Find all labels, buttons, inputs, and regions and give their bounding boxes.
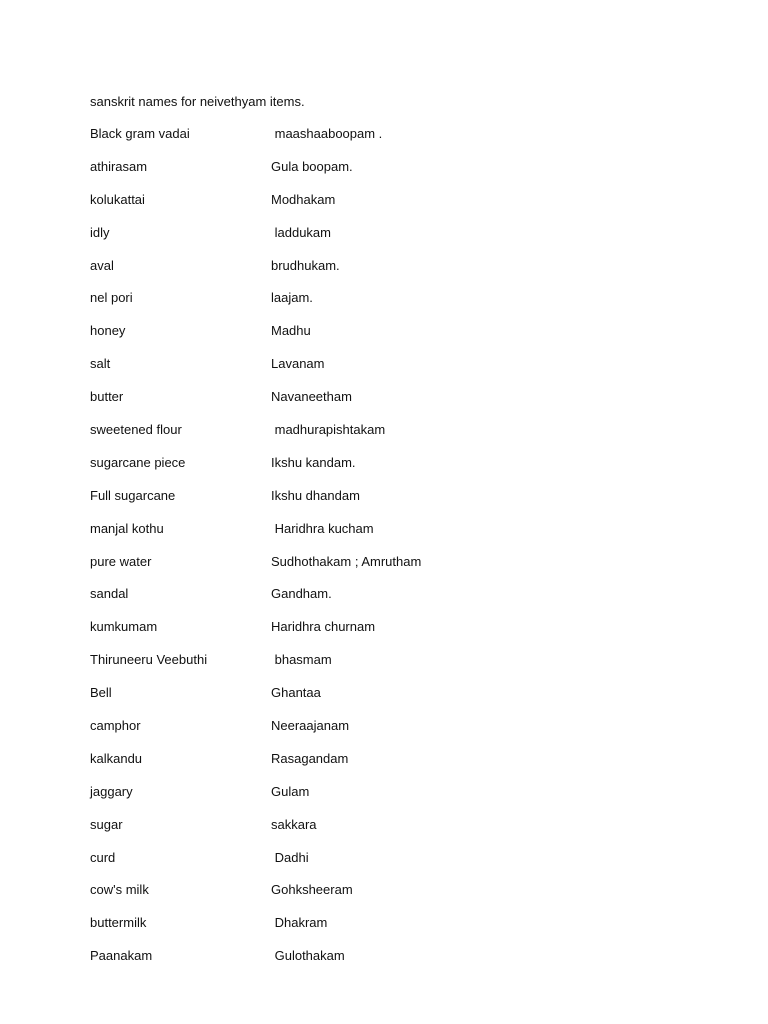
english-name: nel pori xyxy=(90,290,133,306)
list-item xyxy=(90,652,690,685)
sanskrit-name: Gohksheeram xyxy=(271,882,353,898)
english-name: Bell xyxy=(90,685,112,701)
list-item xyxy=(90,290,690,323)
sanskrit-name: Gula boopam. xyxy=(271,158,353,174)
list-item xyxy=(90,751,690,784)
sanskrit-name: madhurapishtakam xyxy=(271,422,386,438)
list-item xyxy=(90,817,690,850)
english-name: athirasam xyxy=(90,158,148,174)
sanskrit-name: Sudhothakam ; Amrutham xyxy=(271,553,422,569)
english-name: Full sugarcane xyxy=(90,487,176,503)
sanskrit-name: laajam. xyxy=(271,290,313,306)
english-name: sugar xyxy=(90,816,123,832)
list-item xyxy=(90,192,690,225)
sanskrit-name: Gandham. xyxy=(271,586,332,602)
list-item xyxy=(90,718,690,751)
english-name: camphor xyxy=(90,718,141,734)
sanskrit-name: Haridhra kucham xyxy=(271,520,374,536)
sanskrit-name: maashaaboopam . xyxy=(271,126,383,141)
list-item xyxy=(90,356,690,389)
sanskrit-name: sakkara xyxy=(271,816,317,832)
sanskrit-name: Lavanam xyxy=(271,356,325,372)
english-name: Thiruneeru Veebuthi xyxy=(90,652,208,668)
list-item xyxy=(90,159,690,192)
sanskrit-name: bhasmam xyxy=(271,652,332,668)
name-list xyxy=(90,126,690,981)
sanskrit-name: Gulothakam xyxy=(271,948,345,964)
sanskrit-name: Rasagandam xyxy=(271,750,349,766)
list-item xyxy=(90,948,690,981)
sanskrit-name: Ikshu dhandam xyxy=(271,487,360,503)
sanskrit-name: Ikshu kandam. xyxy=(271,454,356,470)
english-name: manjal kothu xyxy=(90,520,164,536)
sanskrit-name: Dadhi xyxy=(271,849,309,865)
english-name: aval xyxy=(90,257,114,273)
list-item xyxy=(90,619,690,652)
english-name: kumkumam xyxy=(90,619,158,635)
list-item xyxy=(90,554,690,587)
sanskrit-name: Neeraajanam xyxy=(271,718,350,734)
list-item xyxy=(90,422,690,455)
english-name: cow's milk xyxy=(90,882,149,898)
list-item xyxy=(90,882,690,915)
list-item xyxy=(90,389,690,422)
english-name: idly xyxy=(90,224,110,240)
list-item xyxy=(90,258,690,291)
sanskrit-name: Madhu xyxy=(271,323,311,339)
list-item xyxy=(90,586,690,619)
english-name: kolukattai xyxy=(90,191,145,207)
english-name: sweetened flour xyxy=(90,422,182,438)
sanskrit-name: Modhakam xyxy=(271,191,336,207)
list-item xyxy=(90,225,690,258)
list-item xyxy=(90,488,690,521)
english-name: honey xyxy=(90,323,126,339)
sanskrit-name: Gulam xyxy=(271,783,310,799)
english-name: curd xyxy=(90,849,116,865)
english-name: Paanakam xyxy=(90,948,153,964)
english-name: jaggary xyxy=(90,783,133,799)
list-item xyxy=(90,521,690,554)
sanskrit-name: Dhakram xyxy=(271,915,328,931)
english-name: Black gram vadai xyxy=(90,126,190,141)
sanskrit-name: brudhukam. xyxy=(271,257,340,273)
sanskrit-name: Ghantaa xyxy=(271,685,321,701)
english-name: sugarcane piece xyxy=(90,454,186,470)
english-name: buttermilk xyxy=(90,915,147,931)
list-item xyxy=(90,915,690,948)
list-item xyxy=(90,685,690,718)
list-item xyxy=(90,784,690,817)
list-item xyxy=(90,455,690,488)
document-title: sanskrit names for neivethyam items. xyxy=(90,94,305,109)
english-name: pure water xyxy=(90,553,152,569)
english-name: butter xyxy=(90,389,124,405)
sanskrit-name: laddukam xyxy=(271,224,331,240)
english-name: sandal xyxy=(90,586,129,602)
english-name: kalkandu xyxy=(90,750,143,766)
sanskrit-name: Haridhra churnam xyxy=(271,619,376,635)
english-name: salt xyxy=(90,356,111,372)
list-item xyxy=(90,323,690,356)
list-item xyxy=(90,850,690,883)
list-item xyxy=(90,126,690,159)
sanskrit-name: Navaneetham xyxy=(271,389,352,405)
